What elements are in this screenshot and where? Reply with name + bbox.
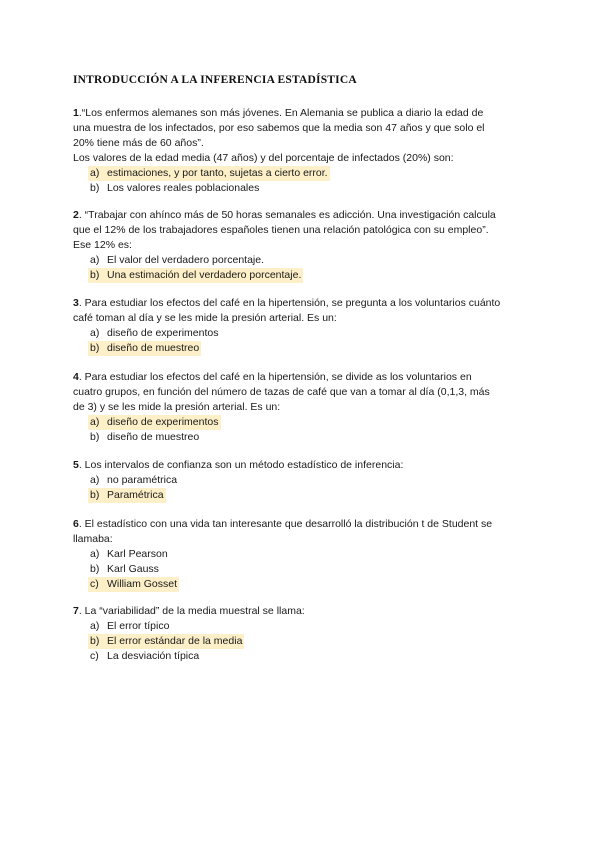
- option-c: c) La desviación típica: [90, 650, 200, 662]
- options-list: [73, 473, 528, 503]
- option-c: c) William Gosset: [90, 578, 178, 590]
- question-number: 7: [73, 605, 79, 617]
- question-number: 3: [73, 297, 79, 309]
- option-a: a) estimaciones, y por tanto, sujetas a cierto error.: [90, 167, 328, 179]
- question-4: [73, 370, 528, 445]
- option-text: Una estimación del verdadero porcentaje.: [107, 269, 302, 281]
- option-a: a) Karl Pearson: [90, 548, 168, 560]
- option-a: a) no paramétrica: [90, 474, 178, 486]
- option-text: Paramétrica: [107, 489, 164, 501]
- option-text: El error típico: [107, 620, 170, 632]
- option-text: diseño de experimentos: [107, 327, 219, 339]
- option-text: Los valores reales poblacionales: [107, 182, 260, 194]
- option-text: La desviación típica: [107, 650, 200, 662]
- question-text: 3. Para estudiar los efectos del café en la hipertensión, se pregunta a los voluntarios cuánto café toman al día y se les mide la presión arterial. Es un:: [73, 297, 501, 324]
- option-text: Karl Gauss: [107, 563, 159, 575]
- option-a: a) diseño de experimentos: [90, 416, 219, 428]
- question-number: 6: [73, 518, 79, 530]
- question-text: 7. La “variabilidad” de la media muestral se llama:: [73, 605, 305, 617]
- question-number: 2: [73, 209, 79, 221]
- option-a: a) El valor del verdadero porcentaje.: [90, 254, 265, 266]
- option-b: b) diseño de muestreo: [90, 342, 200, 354]
- options-list: [73, 326, 528, 356]
- option-b: b) El error estándar de la media: [90, 635, 243, 647]
- option-b: b) diseño de muestreo: [90, 431, 200, 443]
- question-text: 5. Los intervalos de confianza son un método estadístico de inferencia:: [73, 459, 404, 471]
- page-title: INTRODUCCIÓN A LA INFERENCIA ESTADÍSTICA: [73, 74, 357, 86]
- question-5: [73, 458, 528, 503]
- question-2: [73, 208, 528, 283]
- option-text: diseño de muestreo: [107, 431, 200, 443]
- question-text: 2. “Trabajar con ahínco más de 50 horas semanales es adicción. Una investigación calcula que el 12% de los trabajadores españoles tienen una relación patológica con su empleo”. Ese 12% es:: [73, 209, 496, 251]
- option-text: William Gosset: [107, 578, 178, 590]
- question-text: 6. El estadístico con una vida tan interesante que desarrolló la distribución t de Student se llamaba:: [73, 518, 493, 545]
- options-list: [73, 415, 528, 445]
- question-number: 4: [73, 371, 79, 383]
- question-number: 1: [73, 107, 79, 119]
- question-6: [73, 517, 528, 592]
- options-list: [73, 619, 528, 664]
- question-3: [73, 296, 528, 356]
- options-list: [73, 166, 528, 196]
- option-text: diseño de experimentos: [107, 416, 219, 428]
- question-1: [73, 106, 528, 196]
- option-text: diseño de muestreo: [107, 342, 200, 354]
- option-a: a) El error típico: [90, 620, 170, 632]
- option-b: b) Karl Gauss: [90, 563, 159, 575]
- option-a: a) diseño de experimentos: [90, 327, 219, 339]
- option-text: El valor del verdadero porcentaje.: [107, 254, 265, 266]
- option-b: b) Los valores reales poblacionales: [90, 182, 260, 194]
- question-7: [73, 604, 528, 664]
- option-b: b) Paramétrica: [90, 489, 164, 501]
- option-text: El error estándar de la media: [107, 635, 243, 647]
- question-text: 1.“Los enfermos alemanes son más jóvenes. En Alemania se publica a diario la edad de una muestra de los infectados, por eso sabemos que la media son 47 años y que solo el 20% tiene más de 60 años”. Los valores de la edad media (47 años) y del porcentaje de infectados (20%) son:: [73, 107, 485, 164]
- options-list: [73, 547, 528, 592]
- question-text: 4. Para estudiar los efectos del café en la hipertensión, se divide as los voluntarios en cuatro grupos, en función del número de tazas de café que van a tomar al día (0,1,3, más de 3) y se les mide la presión arterial. Es un:: [73, 371, 490, 413]
- question-number: 5: [73, 459, 79, 471]
- option-text: no paramétrica: [107, 474, 178, 486]
- option-text: Karl Pearson: [107, 548, 168, 560]
- options-list: [73, 253, 528, 283]
- option-text: estimaciones, y por tanto, sujetas a cierto error.: [107, 167, 328, 179]
- option-b: b) Una estimación del verdadero porcentaje.: [90, 269, 302, 281]
